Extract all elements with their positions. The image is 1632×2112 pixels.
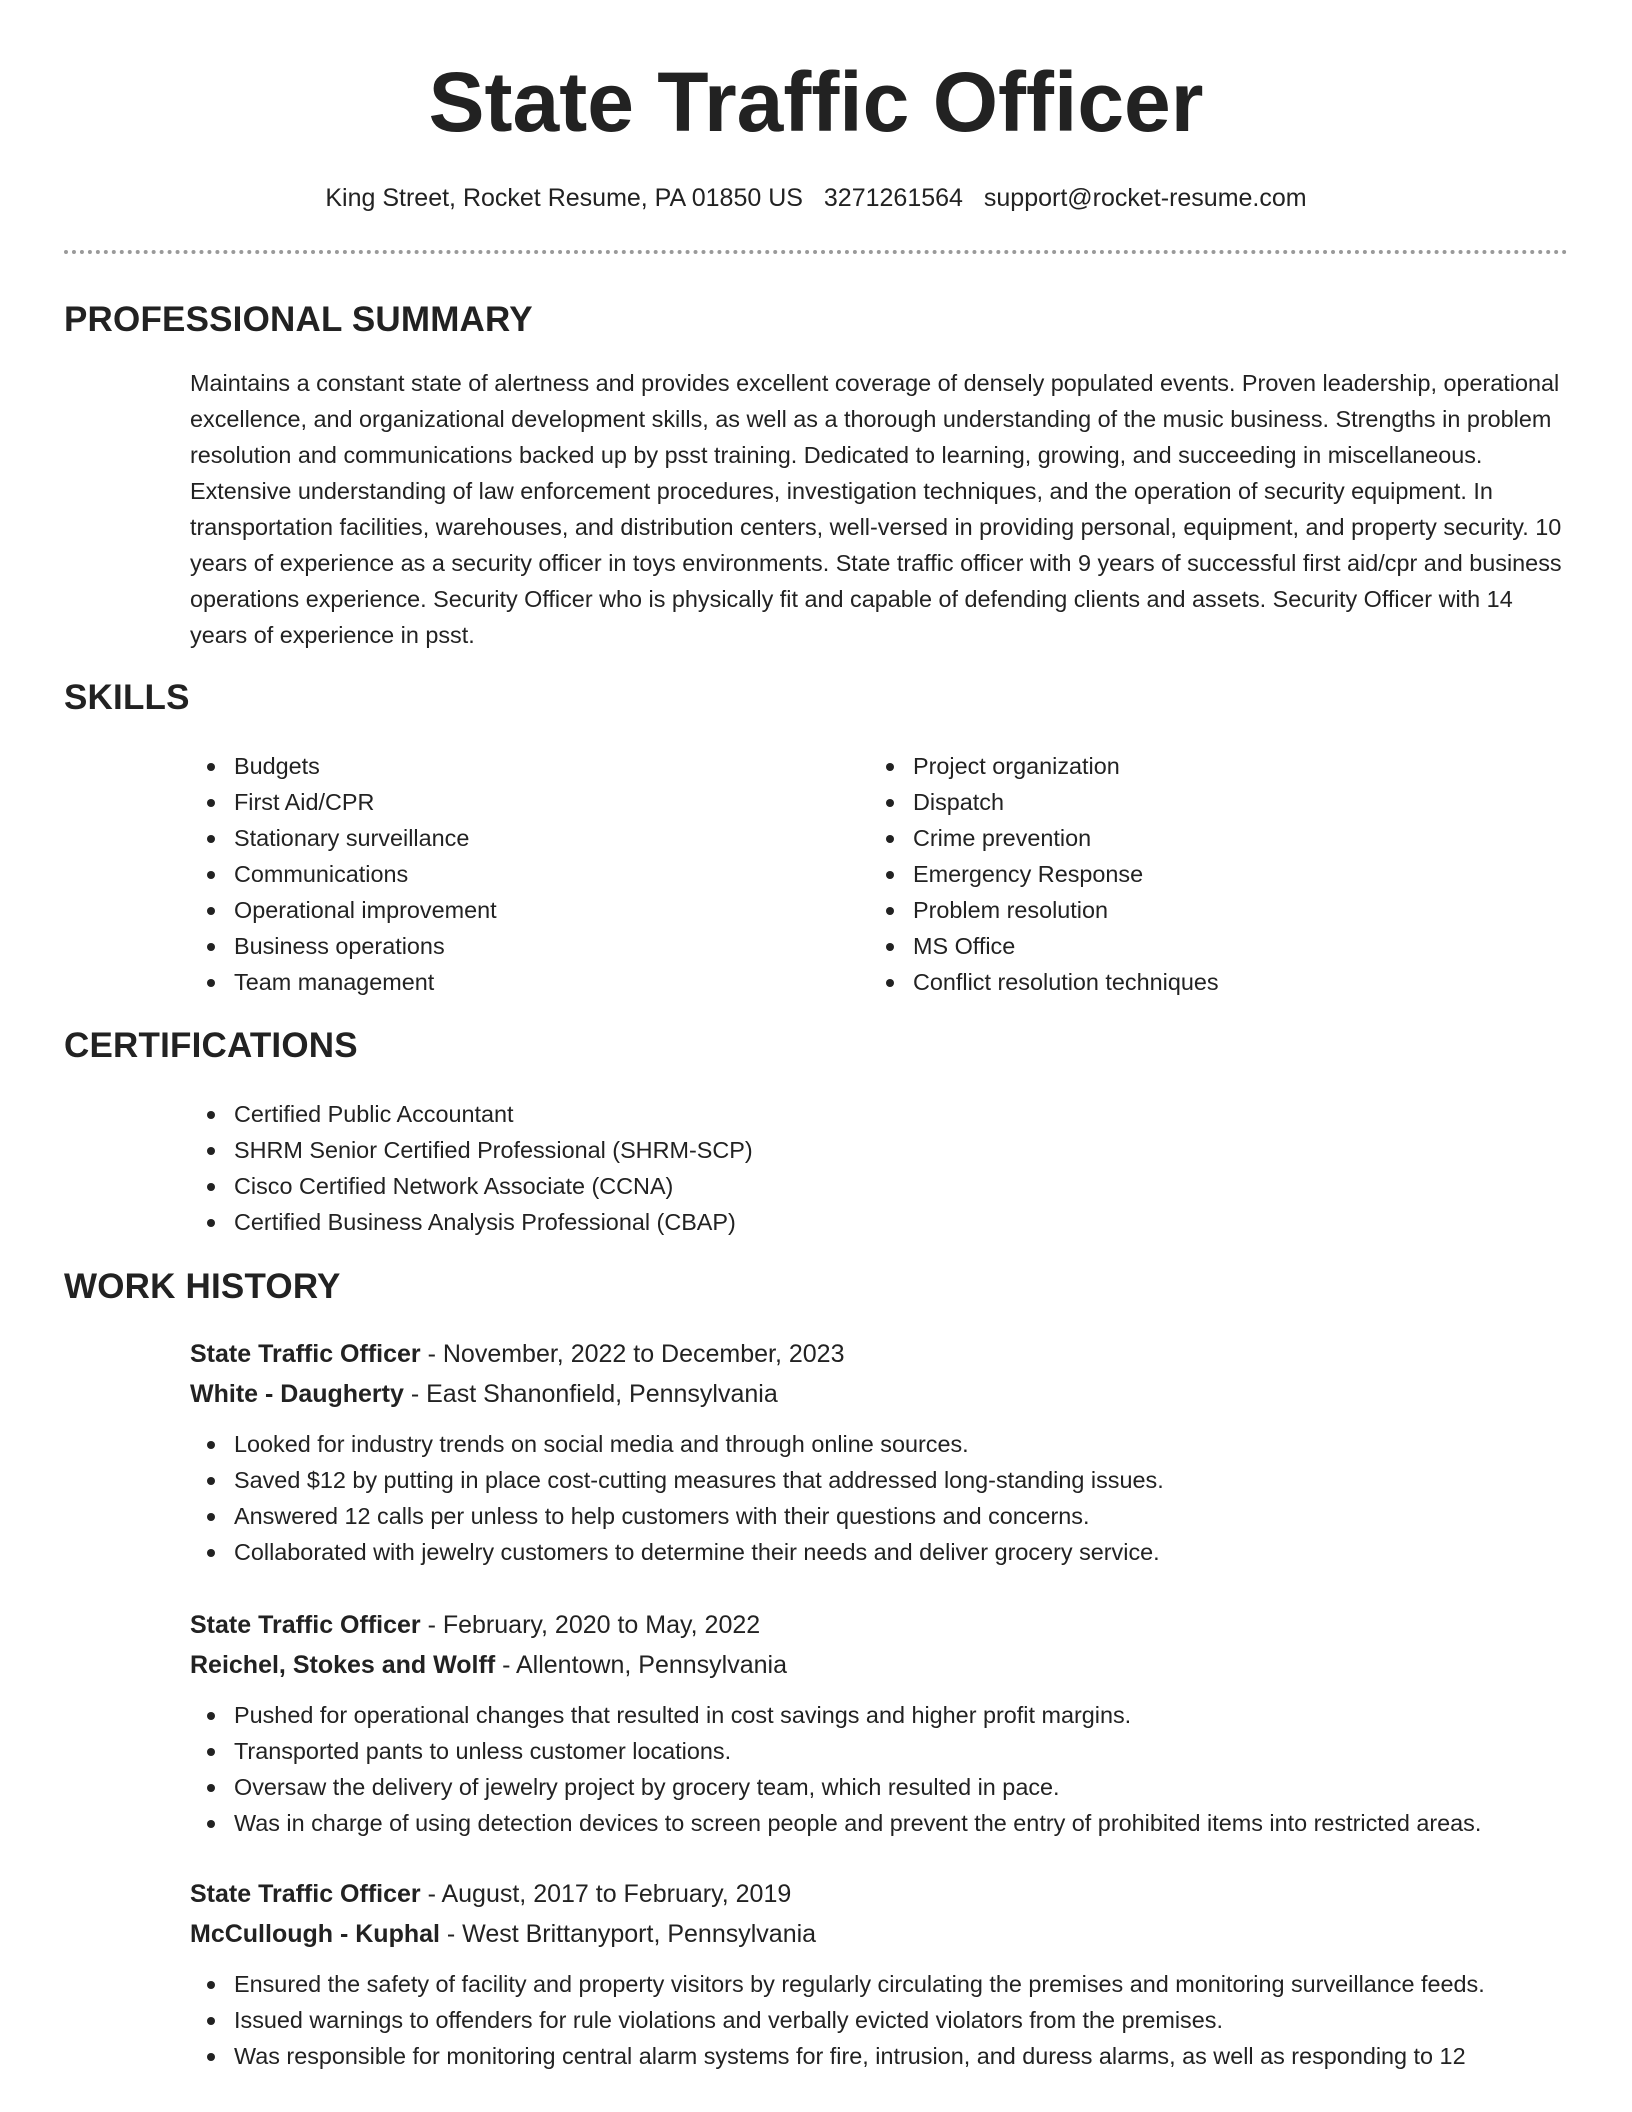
- list-item: Certified Public Accountant: [190, 1096, 1490, 1132]
- job-location: - Allentown, Pennsylvania: [495, 1651, 787, 1679]
- section-title-summary: PROFESSIONAL SUMMARY: [64, 300, 533, 339]
- section-title-certifications: CERTIFICATIONS: [64, 1026, 358, 1065]
- contact-address: King Street, Rocket Resume, PA 01850 US: [325, 184, 803, 212]
- list-item: Dispatch: [869, 784, 1509, 820]
- list-item: Business operations: [190, 928, 830, 964]
- list-item: Pushed for operational changes that resulted in cost savings and higher profit margins.: [190, 1697, 1570, 1733]
- list-item: Communications: [190, 856, 830, 892]
- job-title-line: [190, 1334, 1570, 1374]
- section-title-work-history: WORK HISTORY: [64, 1267, 341, 1306]
- list-item: MS Office: [869, 928, 1509, 964]
- list-item: Was responsible for monitoring central alarm systems for fire, intrusion, and duress alarms, as well as responding to 12: [190, 2038, 1570, 2074]
- job-dates: - February, 2020 to May, 2022: [420, 1611, 761, 1639]
- job-entry: [190, 1334, 1570, 1570]
- job-location: - East Shanonfield, Pennsylvania: [403, 1380, 778, 1408]
- list-item: Operational improvement: [190, 892, 830, 928]
- list-item: Collaborated with jewelry customers to determine their needs and deliver grocery service.: [190, 1534, 1570, 1570]
- job-dates: - August, 2017 to February, 2019: [420, 1880, 792, 1908]
- list-item: Cisco Certified Network Associate (CCNA): [190, 1168, 1490, 1204]
- job-bullets: [190, 1697, 1570, 1841]
- section-title-skills: SKILLS: [64, 678, 190, 717]
- job-bullets: [190, 1966, 1570, 2074]
- job-entry: [190, 1874, 1570, 2074]
- list-item: Stationary surveillance: [190, 820, 830, 856]
- job-title-line: [190, 1874, 1570, 1914]
- list-item: Looked for industry trends on social media and through online sources.: [190, 1426, 1570, 1462]
- contact-email: support@rocket-resume.com: [983, 184, 1307, 212]
- list-item: Ensured the safety of facility and property visitors by regularly circulating the premises and monitoring surveillance feeds.: [190, 1966, 1570, 2002]
- job-title-line: [190, 1605, 1570, 1645]
- contact-phone: 3271261564: [823, 184, 963, 212]
- list-item: Problem resolution: [869, 892, 1509, 928]
- job-company: McCullough - Kuphal: [190, 1920, 440, 1948]
- job-company-line: [190, 1645, 1570, 1685]
- resume-name: State Traffic Officer: [428, 55, 1204, 149]
- list-item: Emergency Response: [869, 856, 1509, 892]
- list-item: Answered 12 calls per unless to help customers with their questions and concerns.: [190, 1498, 1570, 1534]
- list-item: Transported pants to unless customer locations.: [190, 1733, 1570, 1769]
- skills-list-right: [869, 748, 1509, 1000]
- list-item: Certified Business Analysis Professional (CBAP): [190, 1204, 1490, 1240]
- job-company: White - Daugherty: [190, 1380, 404, 1408]
- list-item: Oversaw the delivery of jewelry project by grocery team, which resulted in pace.: [190, 1769, 1570, 1805]
- list-item: First Aid/CPR: [190, 784, 830, 820]
- summary-text: Maintains a constant state of alertness and provides excellent coverage of densely populated events. Proven leadership, operational excellence, and organizational development skills, as well as a thorough understanding of the music business. Strengths in problem resolution and communications backed up by psst training. Dedicated to learning, growing, and succeeding in miscellaneous. Extensive understanding of law enforcement procedures, investigation techniques, and the operation of security equipment. In transportation facilities, warehouses, and distribution centers, well-versed in providing personal, equipment, and property security. 10 years of experience as a security officer in toys environments. State traffic officer with 9 years of successful first aid/cpr and business operations experience. Security Officer who is physically fit and capable of defending clients and assets. Security Officer with 14 years of experience in psst.: [190, 370, 1562, 648]
- job-bullets: [190, 1426, 1570, 1570]
- job-role: State Traffic Officer: [190, 1340, 421, 1368]
- list-item: Project organization: [869, 748, 1509, 784]
- header-divider: [64, 250, 1568, 254]
- job-entry: [190, 1605, 1570, 1841]
- skills-list-left: [190, 748, 830, 1000]
- list-item: SHRM Senior Certified Professional (SHRM-SCP): [190, 1132, 1490, 1168]
- list-item: Conflict resolution techniques: [869, 964, 1509, 1000]
- job-company-line: [190, 1914, 1570, 1954]
- list-item: Issued warnings to offenders for rule violations and verbally evicted violators from the premises.: [190, 2002, 1570, 2038]
- job-role: State Traffic Officer: [190, 1880, 421, 1908]
- list-item: Budgets: [190, 748, 830, 784]
- certifications-list: [190, 1096, 1490, 1240]
- job-company-line: [190, 1374, 1570, 1414]
- job-company: Reichel, Stokes and Wolff: [190, 1651, 496, 1679]
- list-item: Was in charge of using detection devices to screen people and prevent the entry of prohibited items into restricted areas.: [190, 1805, 1570, 1841]
- job-location: - West Brittanyport, Pennsylvania: [439, 1920, 817, 1948]
- list-item: Saved $12 by putting in place cost-cutting measures that addressed long-standing issues.: [190, 1462, 1570, 1498]
- list-item: Crime prevention: [869, 820, 1509, 856]
- job-role: State Traffic Officer: [190, 1611, 421, 1639]
- list-item: Team management: [190, 964, 830, 1000]
- job-dates: - November, 2022 to December, 2023: [420, 1340, 845, 1368]
- contact-line: [0, 180, 1632, 216]
